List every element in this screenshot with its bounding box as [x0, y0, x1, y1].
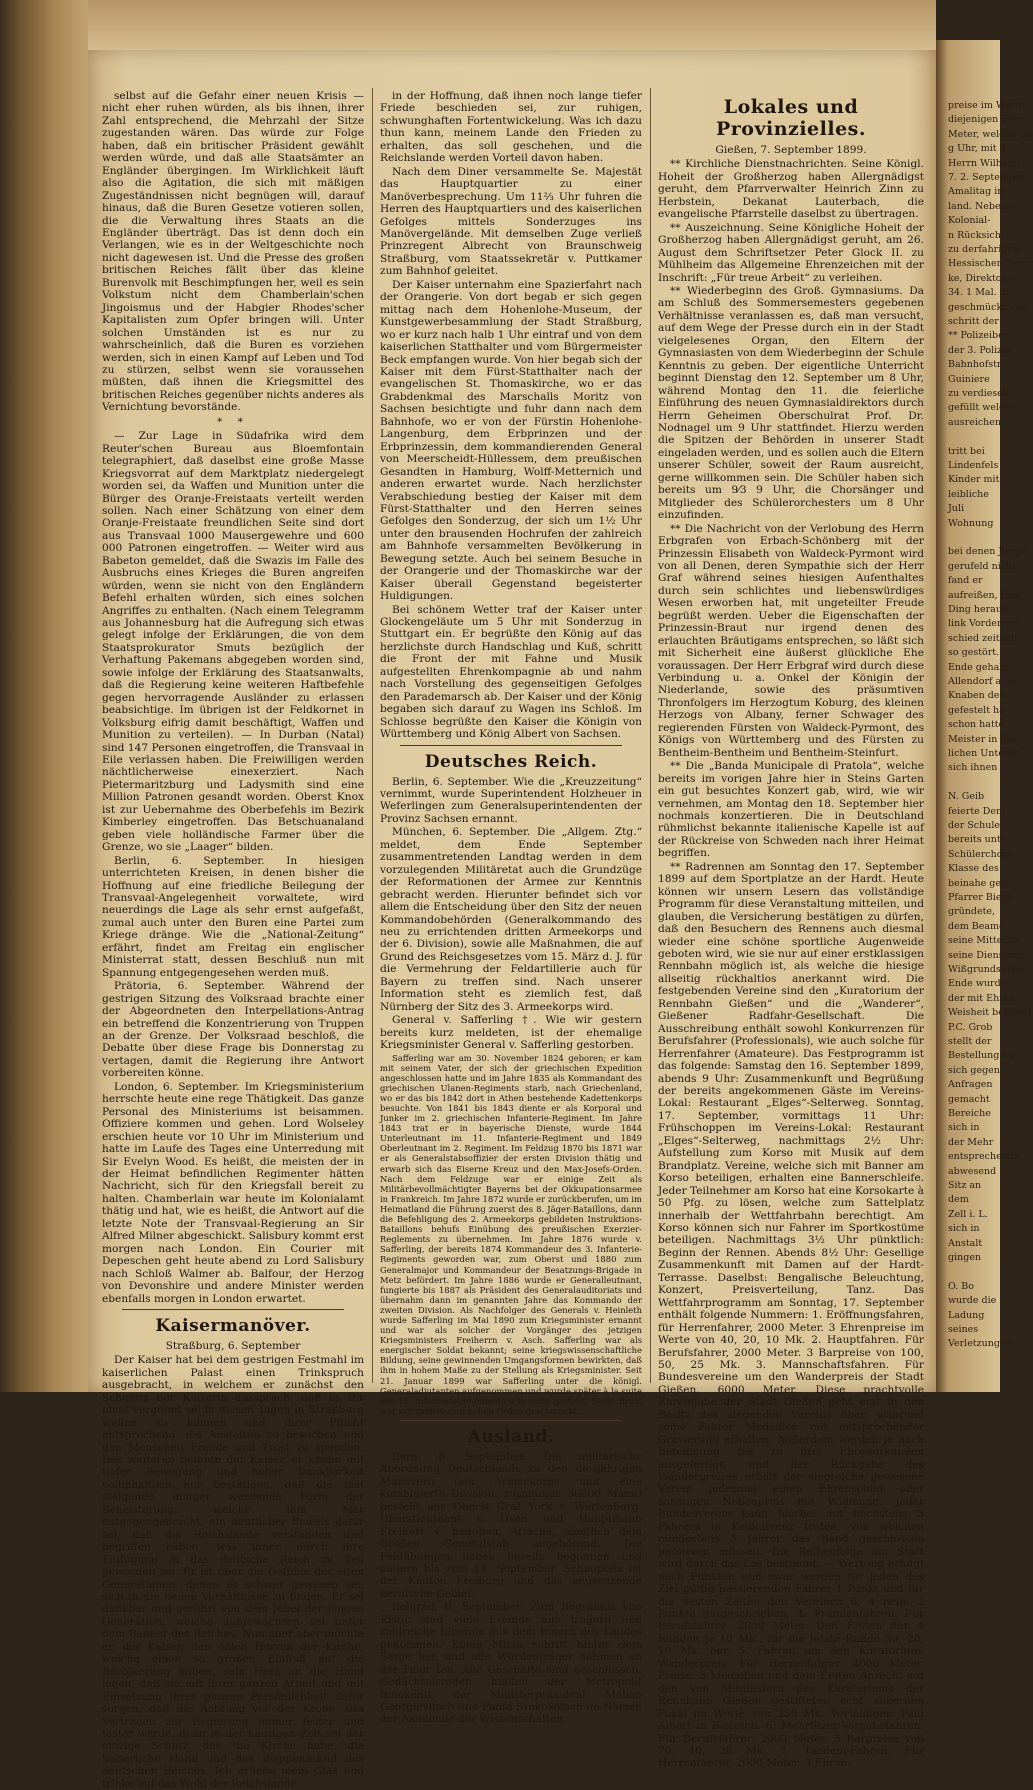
adjacent-page-text-line: sich in — [948, 1223, 980, 1235]
adjacent-page-text-line: N. Geib — [948, 791, 985, 803]
article-paragraph: selbst auf die Gefahr einer neuen Krisis — nicht eher ruhen würden, als bis ihnen, ihrer Zahl entsprechend, die Mehrzahl der Sitze zugestanden wären. Das würde zur Folge haben, daß ein britischer Präsident gewählt werden würde, und daß alle Staatsämter an Engländer übergingen. Im Wirklichkeit läuft also die Agitation, die sich mit mäßigen Zugeständnissen nicht begnügen will, darauf hinaus, daß die Buren Gesetze votieren sollen, die die Verwaltung ihres Staats an die Engländer überträgt. Das ist denn doch ein Verlangen, wie es in der Weltgeschichte noch nicht dagewesen ist. Und die Presse des großen britischen Reiches fällt über das kleine Burenvolk mit Beschimpfungen her, weil es sein Volkstum nicht dem Chamberlain'schen Jingoismus und der Habgier Rhodes'scher Kapitalisten zum Opfer bringen will. Unter solchen Umständen ist es nur zu wahrscheinlich, daß die Buren es vorziehen werden, sich in einen Kampf auf Leben und Tod zu stürzen, selbst wenn sie voraussehen müßten, daß ihnen die Kriegsmittel des britischen Reiches gegenüber nichts anderes als Vernichtung bevorstände. — [102, 90, 364, 414]
adjacent-page-text-line: fand er — [948, 575, 983, 587]
adjacent-page-text-line: Wißgrundsätze, — [948, 964, 1024, 975]
adjacent-page-text-line: Weisheit bekannt — [948, 1007, 1032, 1019]
adjacent-page-text-line: ** Polizeiber — [948, 330, 1009, 342]
adjacent-page-text-line: bei denen Junge — [948, 546, 1027, 558]
adjacent-page-text-line: Guiniere — [948, 373, 990, 385]
adjacent-page-text-line: schritt der — [948, 316, 999, 327]
newspaper-page — [88, 50, 936, 1790]
adjacent-page-text-line: dem — [948, 1194, 969, 1206]
adjacent-page-text-line: Sitz an — [948, 1180, 982, 1191]
article-paragraph: Prätoria, 6. September. Während der gestrigen Sitzung des Volksraad brachte einer der Abgeordneten den Interpellations-Antrag ein betreffend die Konzentrierung von Truppen an der Grenze. Der Volksraad beschloß, die Debatte über diese Frage bis Donnerstag zu vertagen, damit die Regierung ihre Antwort vorbereiten könne. — [102, 980, 364, 1080]
article-paragraph: Belgrad, 6. September. Zum Begräbnis von Ristic sind viele Fremde aus Ungarn und zahlreiche Liberale aus dem Innern des Landes gekommen. König Milan schritt hinter dem Sarge her, und alle Würdenträger nahmen an der Feier teil. Alle Geschäfte sind geschlossen. Gedächtnisreden hielten der Metropolit Innokenti, der Ministerpräsident Maban Georgievitsch und Panta Srekowitsch im Namen der Akademie der Wissenschaften. — [380, 1601, 642, 1726]
adjacent-page-text-line: land. Neben e — [948, 200, 1016, 212]
article-paragraph: Bern, 6. September. Die militärische Abordnung Deutschlands zu den diesjährigen Manövern (ein Armeekorps und eine kombinierte Division, zusammen 36000 Mann) besteht aus Oberst Graf York v. Wartenburg, Oberstleutnant v. Oven und Hauptmann Freiherr v. Beaulieu, Attaché, sämtlich dem Großen Generalstab angehörend. Die Feldübungen haben bereits begonnen und dauern bis zum 14. September. Schauplatz ist der Kanton Freiburg und das angrenzende bernische Gebiet. — [380, 1450, 642, 1600]
adjacent-page-text-line: zu derfahrigen — [948, 244, 1020, 255]
adjacent-page-text-line: Wohnung — [948, 517, 994, 529]
adjacent-page-text-line: O. Bo — [948, 1280, 974, 1292]
adjacent-page-text-line: ausreichen — [948, 416, 1002, 428]
adjacent-page-text-line: leibliche — [948, 488, 989, 500]
adjacent-page-text-line: der mit Ehren — [948, 992, 1016, 1004]
adjacent-page-text-line: gründete, — [948, 906, 996, 918]
article-paragraph: ** Die Nachricht von der Verlobung des Herrn Erbgrafen von Erbach-Schönberg mit der Prinzessin Elisabeth von Waldeck-Pyrmont wird von all Denen, deren Sympathie sich der Herr Graf während seines hiesigen Aufenthaltes durch sein schlichtes und liebenswürdiges Wesen erworben hat, mit ungeteilter Freude begrüßt werden. Ueber die Eigenschaften der Prinzessin-Braut nur irgend denen des erlauchten Bräutigams entsprechen, so läßt sich mit Sicherheit eine äußerst glückliche Ehe voraussagen. Der Herr Erbgraf wird durch diese Verbindung u. a. Onkel der Königin der Niederlande, sowie des präsumtiven Thronfolgers im Herzogtum Koburg, des kleinen Herzogs von Albany, ferner Schwager des regierenden Fürsten von Waldeck-Pyrmont, des Königs von Württemberg und des Fürsten zu Bentheim-Bentheim und Bentheim-Steinfurt. — [658, 522, 924, 759]
article-paragraph: London, 6. September. Im Kriegsministerium herrschte heute eine rege Thätigkeit. Das ganze Personal des Ministeriums ist beisammen. Offiziere kommen und gehen. Lord Wolseley erschien heute vor 10 Uhr im Ministerium und hatte im Laufe des Tages eine Unterredung mit Sir Evelyn Wood. Es heißt, die meisten der in der Heimat befindlichen Regimenter hätten Nachricht, sich für den Kriegsfall bereit zu halten. Chamberlain war heute im Kolonialamt thätig und hat, wie es heißt, die Antwort auf die letzte Note der Transvaal-Regierung an Sir Alfred Milner abgeschickt. Salisbury kommt erst morgen nach London. Ein Courier mit Depeschen geht heute abend zu Lord Salisbury nach Schloß Walmer ab. Balfour, der Herzog von Devonshire und andere Minister werden ebenfalls morgen in London erwartet. — [102, 1080, 365, 1305]
adjacent-page-text-line: Bereiche — [948, 1108, 991, 1119]
page-top-edge — [88, 0, 936, 50]
dateline: Straßburg, 6. September — [165, 1339, 301, 1352]
adjacent-page-text-line: der Mehr — [948, 1136, 994, 1148]
adjacent-page-text-line: schied zeitlich — [948, 632, 1018, 644]
column-rule — [650, 88, 651, 1383]
adjacent-page-text-line: Verletzungen. — [948, 1338, 1015, 1350]
adjacent-page-text-line: beinahe geb — [948, 877, 1008, 889]
adjacent-page-text-line: seines — [948, 1324, 979, 1335]
adjacent-page-text-line: P.C. Grob — [948, 1021, 993, 1033]
adjacent-page-text-line: diejenigen Fahr — [948, 114, 1024, 126]
adjacent-page-text-line: link Vorderran — [948, 618, 1018, 630]
adjacent-page-text-line: Schülerchors — [948, 848, 1012, 860]
adjacent-page-text-line: Bestellung no — [948, 1050, 1015, 1062]
adjacent-page-text-line: ke, Direktor a — [948, 272, 1015, 284]
adjacent-page-text-line: 7. 2. September — [948, 172, 1026, 183]
adjacent-page-text-line: der 3. Polizei — [948, 344, 1011, 356]
adjacent-page-text-line: Hessischen Zentr — [948, 258, 1033, 270]
adjacent-page-text-line: aufreißen, fand — [948, 589, 1023, 601]
adjacent-page-text-line: abwesend — [948, 1165, 997, 1177]
column-2 — [380, 90, 642, 1726]
adjacent-page-text-line: gefüllt welche — [948, 402, 1017, 414]
adjacent-page-text-line: lichen Unterbr — [948, 748, 1020, 759]
adjacent-page-text-line: Kinder mit — [948, 474, 1000, 486]
adjacent-page-text-line: Meter, welche bis — [948, 128, 1033, 140]
dateline: Gießen, 7. September 1899. — [715, 144, 867, 156]
adjacent-page-text-line: preise im Werte — [948, 100, 1025, 111]
article-paragraph: ** Auszeichnung. Seine Königliche Hoheit der Großherzog haben Allergnädigst geruht, am 26. August dem Schriftsetzer Peter Glock II. zu Mühlheim das Allgemeine Ehrenzeichen mit der Inschrift: „Für treue Arbeit“ zu verleihen. — [658, 221, 924, 284]
adjacent-page-text-line: Zell i. L. — [948, 1208, 988, 1220]
article-paragraph: General v. Safferling †. Wie wir gestern bereits kurz meldeten, ist der ehemalige Kriegsminister General v. Safferling gestorben. — [380, 1014, 642, 1052]
small-print-paragraph: Safferling war am 30. November 1824 geboren; er kam mit seinem Vater, der sich der griechischen Expedition angeschlossen hatte und im Jahre 1835 als Kommandant des griechischen Ulanen-Regiments starb, nach Griechenland, wo er das bis 1842 dort in Athen bestehende Kadettenkorps besuchte. Von 1841 bis 1843 diente er als Korporal und Junker im 2. griechischen Infanterie-Regiment. Im Jahre 1843 trat er in bayerische Dienste, wurde 1844 Unterleutnant im 11. Infanterie-Regiment und 1849 Oberleutnant im 2. Regiment. Im Feldzug 1870 bis 1871 war er als Generalstabsoffizier der ersten Division thätig und erwarb sich das Eiserne Kreuz und den Max-Josefs-Orden. Nach dem Feldzuge war er einige Zeit als Militärbevollmächtigter Bayerns bei der Okkupationsarmee in Frankreich. Im Jahre 1872 wurde er zurückberufen, um im Heimatland die Führung zuerst des 8. Jäger-Bataillons, dann die Befehligung des 2. Armeekorps gebildeten Instruktions-Bataillons behufs Einübung des preußischen Exerzier-Reglements zu übernehmen. Im Jahre 1876 wurde v. Safferling, der bereits 1874 Kommandeur des 3. Infanterie-Regiments geworden war, zum Oberst und 1880 zum Generalmajor und Kommandeur der Besatzungs-Brigade in Metz befördert. Im Jahre 1886 wurde er Generalleutnant, fungierte bis 1887 als Präsident des Generalauditoriats und übernahm dann im genannten Jahre das Kommando der zweiten Division. Als Nachfolger des Generals v. Heinleth wurde Safferling im Mai 1890 zum Kriegsminister ernannt und war als solcher der Vorgänger des jetzigen Kriegsministers Freiherrn v. Asch. Safferling war als energischer Soldat bekannt; seine kriegswissenschaftliche Bildung, seine gewinnenden Umgangsformen bewirkten, daß ihm in hohem Maße zu der Stellung als Kriegsminister. Seit 21. Januar 1899 war Safferling unter die königl. Generaladjutanten aufgenommen und wurde später à la suite des 11. Infanterie-Regiments à la suite gestellt. Seine Brust war mit zahlreichen hohen Orden geschmückt. — [380, 1052, 642, 1416]
adjacent-page-text-line: gerufeld nicht — [948, 560, 1017, 572]
article-paragraph: München, 6. September. Die „Allgem. Ztg.“ meldet, dem Ende September zusammentretenden Landtag werden in dem vorzulegenden Militäretat auch die Grundzüge der Reformationen der Armee zur Kenntnis gebracht werden. Hierunter befindet sich vor allem die Entscheidung über den Sitz der neuen Kommandobehörden (Generalkommando des neu zu errichtenden dritten Armeekorps und der 6. Division), sowie alle Maßnahmen, die auf Grund des Reichsgesetzes vom 15. März d. J. für die Vermehrung der Feldartillerie auch für Bayern zu treffen sind. Nach unserer Information steht es ziemlich fest, daß Nürnberg der Sitz des 3. Armeekorps wird. — [380, 826, 642, 1013]
adjacent-page-text-line: entsprechende — [948, 1151, 1020, 1163]
adjacent-page-text-line: tritt bei — [948, 445, 985, 457]
adjacent-page-text-line: der Schule — [948, 820, 1000, 831]
adjacent-page-text-line: schon hatte — [948, 719, 1005, 731]
section-divider — [400, 1420, 622, 1421]
adjacent-page-text-line: Klasse des — [948, 863, 999, 875]
left-binding-edge — [0, 0, 90, 1392]
article-paragraph: — Zur Lage in Südafrika wird dem Reuter'schen Bureau aus Bloemfontain telegraphiert, daß daselbst eine große Masse Kriegsvorrat auf dem Marktplatz niedergelegt worden sei, da Waffen und Munition unter die Bürger des Oranje-Freistaats verteilt werden sollen. Nach einer Schätzung von einer dem Oranje-Freistaate freundlichen Seite sind dort aus Transvaal 1000 Mausergewehre und 600 000 Patronen eingetroffen. — Weiter wird aus Babeton gemeldet, daß die Swazis im Falle des Ausbruchs eines Krieges die Buren angreifen würden, wenn sie nicht von den Engländern Befehl erhalten würden, sich eines solchen Angriffes zu enthalten. (Nach einem Telegramm aus Johannesburg hat die Aufregung sich etwas gelegt infolge der Erklärungen, die von dem Staatsprokurator Smuts bezüglich der Verhaftung Pakemans abgegeben worden sind, sowie infolge der Erklärung des Staatsanwalts, daß die Regierung keine weiteren Haftbefehle gegen hervorragende Ausländer zu erlassen beabsichtige. Im übrigen ist der Feldkornet in Volksburg eifrig damit beschäftigt, Waffen und Munition zu verteilen). — In Durban (Natal) sind 147 Personen eingetroffen, die Transvaal in Eile verlassen haben. Die Freiwilligen werden nächtlicherweise einexerziert. Nach Pietermaritzburg und Ladysmith sind eine Million Patronen gesandt worden. Oberst Knox ist zur Uebernahme des Oberbefehls im Bezirk Kimberley eingetroffen. Das Betschuanaland geben viele holländische Farmer über die Grenze, wo sie „Laager“ bilden. — [102, 430, 364, 854]
article-paragraph: Der Kaiser unternahm eine Spazierfahrt nach der Orangerie. Von dort begab er sich gegen mittag nach dem Hohenlohe-Museum, der Kunstgewerbesammlung der Stadt Straßburg, wo er kurz nach halb 1 Uhr eintraf und von dem kaiserlichen Statthalter und vom Bürgermeister Beck empfangen wurde. Von hier begab sich der Kaiser mit dem Fürst-Statthalter nach der evangelischen St. Thomaskirche, wo er das Grabdenkmal des Marschalls Moritz von Sachsen besichtigte und fuhr dann nach dem Bahnhofe, wo er von der Fürstin Hohenlohe-Langenburg, dem Erbprinzen und der Erbprinzessin, dem kommandierenden General von Meerscheidt-Hüllessem, dem preußischen Gesandten in Hamburg, Wolff-Metternich und anderen erwartet wurde. Nach herzlichster Verabschiedung bestieg der Kaiser mit dem Fürst-Statthalter und den Herren seines Gefolges den Sonderzug, der sich um 1½ Uhr unter den brausenden Hochrufen der zahlreich am Bahnhofe versammelten Bevölkerung in Bewegung setzte. Auch bei seinem Besuche in der Orangerie und der Thomaskirche war der Kaiser überall Gegenstand begeisterter Huldigungen. — [380, 278, 642, 603]
adjacent-page-text-line: dem Beame — [948, 920, 1005, 932]
adjacent-page-text-line: sich ihnen — [948, 762, 998, 774]
article-paragraph: ** Wiederbeginn des Groß. Gymnasiums. Da am Schluß des Sommersemesters gegebenen Verhältnisse veranlassen es, daß man versucht, auf dem Wege der Presse durch ein in der Stadt vielgelesenes Organ, den Eltern der Gymnasiasten von dem Wiederbeginn der Schule Kenntnis zu geben. Der eigentliche Unterricht beginnt Dienstag den 12. September um 8 Uhr, während Montag den 11. die feierliche Einführung des neuen Gymnasialdirektors durch Herrn Geheimen Oberschulrat Prof. Dr. Nodnagel um 9 Uhr stattfindet. Hierzu werden die Spitzen der Behörden in unserer Stadt eingeladen werden, und es sollen auch die Eltern unserer Schüler, soweit der Raum ausreicht, gerne willkommen sein. Die Schüler haben sich bereits um 9⁄3 9 Uhr, die Chorsänger und Mitglieder des Schülerorchesters um 8 Uhr einzufinden. — [658, 284, 925, 522]
adjacent-page-text-line: gefestelt ha — [948, 704, 1005, 716]
adjacent-page-text-line: Juli — [948, 503, 965, 515]
adjacent-page-text-line: seine Mitteilun — [948, 935, 1021, 947]
article-paragraph: ** Radrennen am Sonntag den 17. September 1899 auf dem Sportplatze an der Hardt. Heute können wir unsern Lesern das vollständige Programm für diese Veranstaltung mitteilen, und glauben, die Versicherung bestätigen zu dürfen, daß den Besuchern des Rennens auch diesmal wieder eine schöne sportliche Augenweide geboten wird, wie sie nur auf einer erstklassigen Rennbahn möglich ist, als welche die hiesige allseitig rückhaltlos anerkannt wird. Die festgebenden Vereine sind den „Kuratorium der Rennbahn Gießen“ und die „Wanderer“, Gießener Radfahr-Gesellschaft. Die Ausschreibung enthält sowohl Konkurrenzen für Berufsfahrer (Professionals), wie auch solche für Herrenfahrer (Amateure). Das Festprogramm ist das folgende: Samstag den 16. September 1899, abends 9 Uhr: Zusammenkunft und Begrüßung der bereits angekommenen Gäste im Vereins-Lokal: Restaurant „Elges“-Selterweg. Sonntag, 17. September, vormittags 11 Uhr: Frühschoppen im Vereins-Lokal: Restaurant „Elges“-Selterweg, nachmittags 2½ Uhr: Aufstellung zum Korso mit Musik auf dem Brandplatz. Vereine, welche sich mit Banner am Korso beteiligen, erhalten eine Bannerschleife. Jeder Teilnehmer am Korso hat eine Korsokarte à 50 Pfg. zu lösen, welche zum Sattelplatz innerhalb der Wettfahrbahn berechtigt. Am Korso können sich nur Fahrer im Sportkostüme beteiligen. Nachmittags 3½ Uhr pünktlich: Beginn der Rennen. Abends 8½ Uhr: Gesellige Zusammenkunft mit Damen auf der Hardt-Terrasse. Daselbst: Bengalische Beleuchtung, Konzert, Preisverteilung, Tanz. Das Wettfahrprogramm am Sonntag, 17. September enthält folgende Nummern: 1. Eröffnungsfahren, für Herrenfahrer, 2000 Meter. 3 Ehrenpreise im Werte von 40, 20, 10 Mk. 2. Hauptfahren. Für Berufsfahrer, 2000 Meter. 3 Barpreise von 100, 50, 25 Mk. 3. Mannschaftsfahren. Für Bundesvereine um den Wanderpreis der Stadt Gießen. 6000 Meter. Diese prachtvolle Ehrengabe der Stadt Gießen geht erst in den Besitz des siegenden Vereins über, während seine Fahrer Medaillen mit entsprechender Gravierung erhalten. Außerdem werden je nach Beteiligung bis zu drei Ehrenurkunden ausgefertigt, und der Rückgabe des Wanderpreises erhält der siegreiche gewesene Verein jedesmal einen Ehrenschild oder sonstigen Nebenpreis mit Widmung. Jeder Bundesverein kann hierbei mit höchstens 5 Fahrern in Konkurrenz treten, von welchen mindestens 3 Jahrer das Band geschlossen passieren müssen. Die Reihenfolge am Start wird durch das Los bestimmt. — Wertung erfolgt nach Punkten und zwar werden für jeden das Ziel gültig passierenden Fahrer 1 Punkt und für die besten Zeiten den Vereinen 6, 4 resp. 2 Punkte gutgeschrieben. 4. Prämienfahren. Für Berufsfahrer. 2000 Meter. Den Ersten der 4 Runden je 10 Mk., für die letzte Runde 30, 20, 10 Mk. bar. 5. Fahren um den Kuratorium-Wanderpreis. Für Herrenfahrer. 4000 Meter. Preise: 3 Medaillen und dem Ersten Anrecht auf den von Mitgliedern des Kuratoriums der Rennbahn Gießen gestifteten echt silbernen Pokal im Werte von 250 Mk. Verteidiger: Paul Albert in Biebrich. 6. Mehrfitzer-Vorgabefahren. Für Berufsfahrer. 2000 Meter. 3 Barpreise von 70, 40, 20 Mk. 7. Tandem-Fahren. Für Herrenfahrer. 2000 Meter. 3 Ehren- — [658, 860, 924, 1770]
section-heading: Kaisermanöver. — [155, 1315, 311, 1336]
adjacent-page-text-line: bereits unte — [948, 834, 1007, 846]
article-paragraph: Berlin, 6. September. In hiesigen unterrichteten Kreisen, in denen bisher die Hoffnung auf eine friedliche Beilegung der Transvaal-Angelegenheit vorwaltete, wird neuerdings die Lage als sehr ernst aufgefaßt, zumal auch unter den Buren eine Partei zum Kriege dränge. Wie die „National-Zeitung“ erfährt, findet am Freitag ein englischer Ministerrat statt, dessen Beschluß nun mit Spannung entgegengesehen werden muß. — [102, 854, 364, 979]
adjacent-page-text-line: Ende wurde — [948, 978, 1007, 990]
adjacent-page-text-line: Pfarrer Biege — [948, 892, 1014, 903]
adjacent-page-text-line: gingen — [948, 1252, 982, 1263]
asterisk-separator: * * — [217, 415, 249, 428]
adjacent-page-text-line: Allendorf a. d. — [948, 676, 1017, 687]
adjacent-page-text-line: 34. 1 Mal. in — [948, 287, 1009, 299]
adjacent-page-text-line: Amalitag in — [948, 186, 1004, 198]
adjacent-page-text-line: Anstalt — [948, 1237, 983, 1249]
adjacent-page-text-line: stellt der — [948, 1036, 992, 1047]
article-paragraph: Bei schönem Wetter traf der Kaiser unter Glockengeläute um 5 Uhr mit Sonderzug in Stuttgart ein. Er begrüßte den König auf das herzlichste durch Handschlag und Kuß, schritt die Front der mit Fahne und Musik aufgestellten Ehrenkompagnie ab und nahm nach Vorstellung des gegenseitigen Gefolges den Parademarsch ab. Der Kaiser und der König begaben sich darauf zu Wagen ins Schloß. Im Schlosse begrüßte den Kaiser die Königin von Württemberg und König Albert von Sachsen. — [380, 603, 642, 741]
adjacent-page-text-line: Anfragen — [948, 1079, 993, 1091]
column-1 — [102, 90, 364, 1790]
adjacent-page-text-line: zu verdieselt — [948, 388, 1010, 399]
section-heading: Deutsches Reich. — [424, 751, 598, 772]
section-heading: Lokales und Provinzielles. — [716, 96, 866, 140]
adjacent-page-text-line: Meister in die — [948, 733, 1016, 745]
adjacent-page-text-line: g Uhr, mit 3 — [948, 143, 1006, 155]
adjacent-page-text-line: Knaben des — [948, 690, 1005, 702]
column-rule — [372, 88, 373, 1383]
adjacent-page-text-line: feierte Dem — [948, 805, 1006, 817]
adjacent-page-text-line: so gestört. — [948, 647, 1000, 659]
adjacent-page-text-line: Ladung — [948, 1309, 985, 1321]
adjacent-page-text-line: geschmückt und — [948, 301, 1028, 313]
adjacent-page-text-line: n Rücksicht — [948, 229, 1005, 241]
adjacent-page-text-line: Kolonial- — [948, 215, 991, 227]
section-divider — [400, 745, 622, 746]
article-paragraph: Der Kaiser hat bei dem gestrigen Festmahl im kaiserlichen Palast einen Trinkspruch ausgebracht, in welchem er zunächst den Schmerz der Kaiserin aussprach, daß es ihr nicht vergönnt sei in diesen Tagen in Straßburg weilen zu können und ihrer Pflicht entsprechend, die Anstalten zu besuchen und den Menschen Freude und Trost zu spenden. Des weiteren betonte der Kaiser, er könne mit tiefer Bewegung und hoher Dankbarkeit vollinhaltlich nur bestätigen, daß die fast steigende inniger werdende Form der Begeisterung, welche ihm hier entgegengebracht, ein deutlicher Beweis dafür sei, daß die Reichslande verstanden und begriffen haben, was ihnen durch ihre Einfügung in das deutsche Reich zu Teil geworden sei. Er ist über die Gefühle der alten Generationen, denen es schwer gewesen sei, sich in die neuen Verhältnisse zu finden. Er sei dankbar und gerührt von dem Jubel der jungen Generation, welche aufgewachsen sei unter dem Banner des Reiches. Nun aber aber möchte er, der Kaiser, den edlen Herren der Kirche, welche einen so großen Einfluß auf die Bevölkerung haben, sein Herz an die Hand legen, daß sie mit ihrer ganzen Arbeit und mit Einsetzung ihrer ganzen Persönlichkeit dafür sorgen, daß die Achtung vor der Krone, das Vertrauen zur Regierung immer fester und fester werde, denn in der heutigen Zeit sei der einzige Schutz, den die Kirche habe, die kaiserliche Hand und das Wappenschild des deutschen Reiches. Ich erhebe mein Glas und trinke auf das Wohl der Reichslande — [102, 1354, 364, 1790]
article-paragraph: ** Die „Banda Municipale di Pratola“, welche bereits im vorigen Jahre hier in Steins Garten ein gut besuchtes Konzert gab, wird, wie wir vernehmen, am Montag den 18. September hier nochmals konzertieren. Die in Deutschland rühmlichst bekannte italienische Kapelle ist auf der Rückreise von Schweden nach ihrer Heimat begriffen. — [658, 760, 924, 860]
adjacent-page-text-line: gemacht — [948, 1093, 990, 1105]
adjacent-page-text-line: Lindenfels — [948, 460, 999, 471]
adjacent-page-edge — [936, 40, 1033, 1392]
adjacent-page-text-line: seine Dienstzeit — [948, 949, 1025, 961]
section-divider — [122, 1309, 344, 1310]
column-3 — [658, 90, 924, 1770]
adjacent-page-text-line: Ding heraus — [948, 604, 1007, 615]
adjacent-page-text-line: Bahnhofstr — [948, 359, 1002, 371]
article-paragraph: ** Kirchliche Dienstnachrichten. Seine Königl. Hoheit der Großherzog haben Allergnädigst geruht, dem Pfarrverwalter Heinrich Zinn zu Herbstein, Dekanat Lauterbach, die evangelische Pfarrstelle daselbst zu übertragen. — [658, 158, 924, 221]
adjacent-page-text-line: sich gegen — [948, 1064, 1000, 1076]
section-heading: Ausland. — [467, 1426, 555, 1447]
adjacent-page-text-line: sich in — [948, 1122, 980, 1134]
article-paragraph: in der Hoffnung, daß ihnen noch lange tiefer Friede beschieden sei, zur ruhigen, schwunghaften Fortentwickelung. Was ich dazu thun kann, meinem Lande den Frieden zu erhalten, das soll geschehen, und die Reichslande werden Vorteil davon haben. — [380, 90, 642, 165]
adjacent-page-text-line: Herrn Wilhelm — [948, 157, 1020, 169]
adjacent-page-text-line: Ende gehabt — [948, 661, 1010, 673]
article-paragraph: Nach dem Diner versammelte Se. Majestät das Hauptquartier zu einer Manöverbesprechung. Um 11⅔ Uhr fuhren die Herren des Hauptquartiers und des kaiserlichen Gefolges mittels Sonderzuges ins Manövergelände. Mit demselben Zuge verließ Prinzregent Albrecht von Braunschweig Straßburg, vom Staatssekretär v. Puttkamer zum Bahnhof geleitet. — [380, 165, 642, 278]
article-paragraph: Berlin, 6. September. Wie die „Kreuzzeitung“ vernimmt, wurde Superintendent Holzheuer in Weferlingen zum Generalsuperintendenten der Provinz Sachsen ernannt. — [380, 775, 642, 825]
adjacent-page-text-line: wurde die — [948, 1295, 997, 1307]
